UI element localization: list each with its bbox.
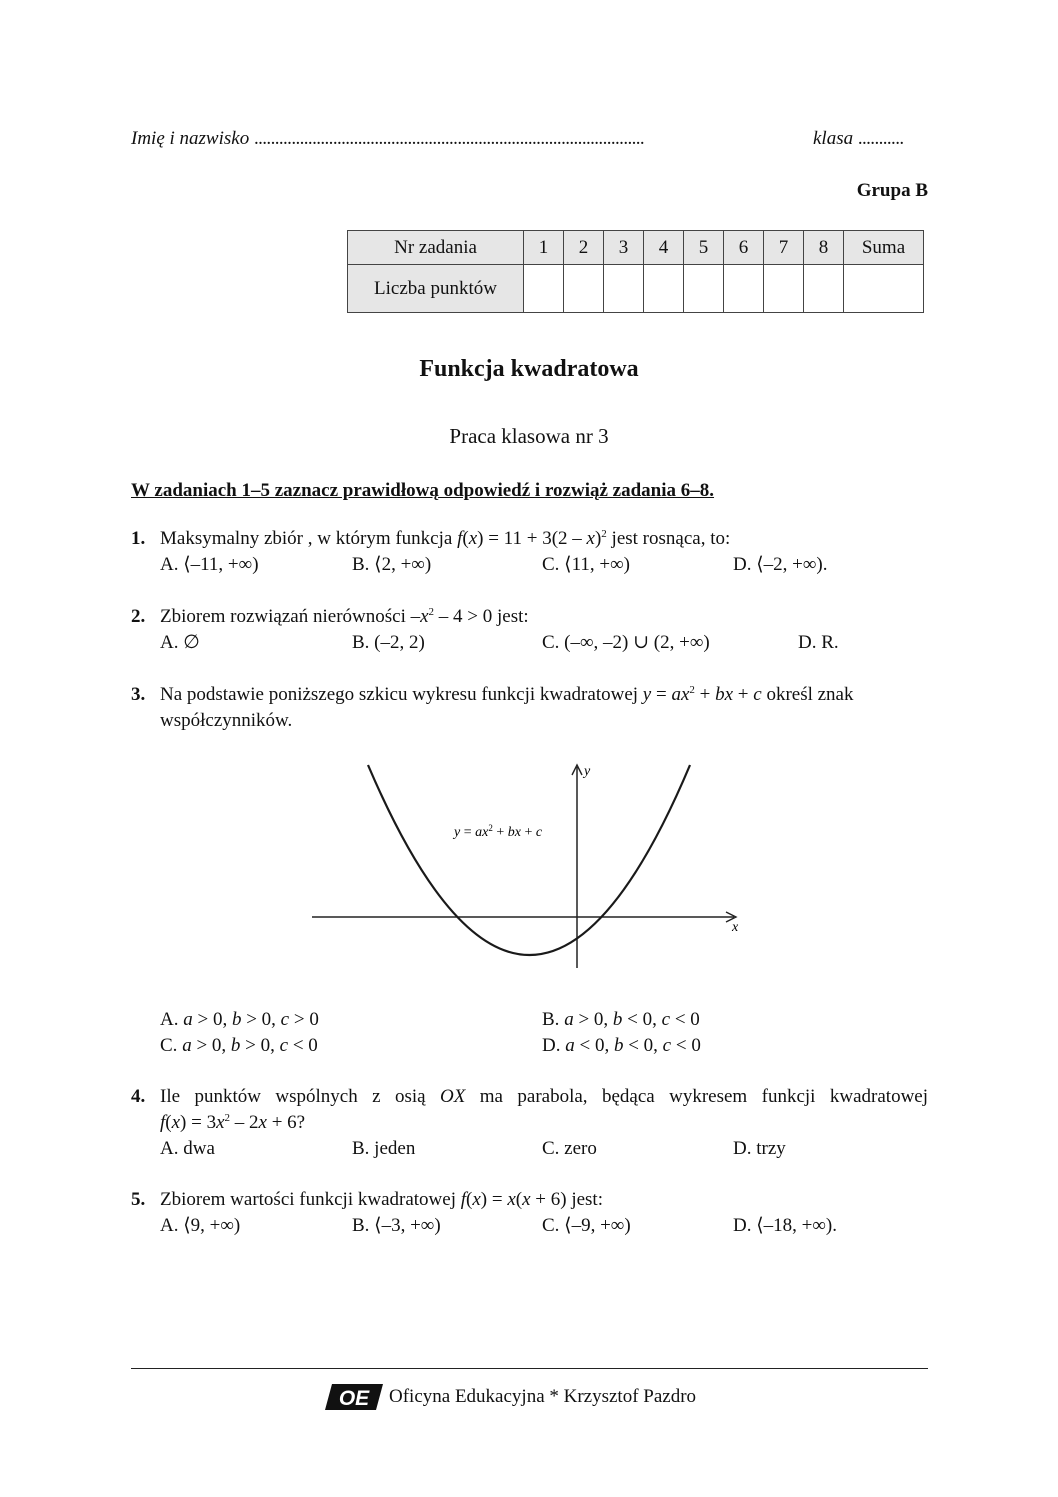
answer-option-c[interactable]: C. (–∞, –2) ∪ (2, +∞): [542, 632, 710, 653]
name-label: Imię i nazwisko: [131, 128, 250, 149]
question-number: 5.: [131, 1189, 146, 1210]
question-number: 2.: [131, 606, 146, 627]
class-field[interactable]: [813, 128, 904, 150]
task-number-cell: 4: [644, 231, 684, 265]
question-text: Ile punktów wspólnych z osią OX ma parabola, będąca wykresem funkcji kwadratowej: [160, 1086, 928, 1107]
footer-divider: [131, 1368, 928, 1369]
question-text: Zbiorem rozwiązań nierówności $-x^2 - 4 > 0$ jest:: [160, 606, 529, 627]
task-number-cell: 5: [684, 231, 724, 265]
answer-option-a[interactable]: A. ⟨–11, +∞): [160, 554, 259, 575]
task-number-cell: 6: [724, 231, 764, 265]
table-row: [348, 231, 924, 265]
points-cell[interactable]: [564, 265, 604, 313]
answer-option-d[interactable]: D. a < 0, b < 0, c < 0: [542, 1035, 701, 1056]
page-title: Funkcja kwadratowa: [419, 356, 639, 382]
question-text-line2: współczynników.: [160, 710, 293, 731]
answer-option-b[interactable]: B. a > 0, b < 0, c < 0: [542, 1009, 700, 1030]
answer-option-b[interactable]: B. ⟨2, +∞): [352, 554, 432, 575]
answer-option-d[interactable]: D. ⟨–2, +∞).: [733, 554, 828, 575]
sum-header: Suma: [844, 231, 924, 265]
answer-option-b[interactable]: B. (–2, 2): [352, 632, 425, 653]
points-header: Liczba punktów: [348, 265, 524, 313]
task-number-header: Nr zadania: [348, 231, 524, 265]
task-number-cell: 1: [524, 231, 564, 265]
page-subtitle: Praca klasowa nr 3: [449, 424, 609, 448]
question-number: 3.: [131, 684, 146, 705]
answer-option-a[interactable]: A. a > 0, b > 0, c > 0: [160, 1009, 319, 1030]
question-text-line2: $f(x) = 3x^2 - 2x + 6$?: [160, 1112, 306, 1133]
parabola-curve: [368, 765, 690, 955]
instruction: W zadaniach 1–5 zaznacz prawidłową odpowiedź i rozwiąż zadania 6–8.: [131, 480, 715, 501]
points-sum-cell[interactable]: [844, 265, 924, 313]
task-number-cell: 7: [764, 231, 804, 265]
task-number-cell: 2: [564, 231, 604, 265]
answer-option-c[interactable]: C. ⟨–9, +∞): [542, 1215, 631, 1236]
answer-option-d[interactable]: D. trzy: [733, 1138, 786, 1159]
points-cell[interactable]: [764, 265, 804, 313]
class-label: klasa: [813, 128, 854, 149]
parabola-graph: [300, 755, 760, 980]
function-label: $y = ax^2$ + bx + c: [454, 823, 543, 840]
x-axis-label: x: [732, 920, 739, 935]
question-text: Maksymalny zbiór , w którym funkcja f(x) = 11 + 3(2 – x)$^2$ jest rosnąca, to:: [160, 528, 731, 549]
name-dots: ..............................................................................................: [253, 128, 645, 149]
answer-option-d[interactable]: D. ⟨–18, +∞).: [733, 1215, 837, 1236]
group-label: Grupa B: [856, 180, 928, 201]
points-cell[interactable]: [644, 265, 684, 313]
points-cell[interactable]: [524, 265, 564, 313]
answer-option-c[interactable]: C. ⟨11, +∞): [542, 554, 630, 575]
points-cell[interactable]: [604, 265, 644, 313]
question-number: 1.: [131, 528, 146, 549]
question-text: Zbiorem wartości funkcji kwadratowej f(x) = x(x + 6) jest:: [160, 1189, 603, 1210]
answer-option-b[interactable]: B. ⟨–3, +∞): [352, 1215, 441, 1236]
answer-option-b[interactable]: B. jeden: [352, 1138, 416, 1159]
table-row: [348, 265, 924, 313]
class-dots: ...........: [857, 128, 904, 149]
publisher-name: Oficyna Edukacyjna * Krzysztof Pazdro: [389, 1386, 697, 1407]
answer-option-a[interactable]: A. ⟨9, +∞): [160, 1215, 241, 1236]
task-number-cell: 8: [804, 231, 844, 265]
answer-option-a[interactable]: A. ∅: [160, 632, 200, 653]
score-table: [347, 230, 924, 313]
points-cell[interactable]: [684, 265, 724, 313]
question-number: 4.: [131, 1086, 146, 1107]
name-field[interactable]: [131, 128, 644, 150]
logo-text: OE: [338, 1387, 370, 1410]
x-axis: [312, 912, 736, 922]
points-cell[interactable]: [804, 265, 844, 313]
task-number-cell: 3: [604, 231, 644, 265]
answer-option-a[interactable]: A. dwa: [160, 1138, 215, 1159]
publisher-logo-icon: [325, 1382, 383, 1412]
answer-option-d[interactable]: D. R.: [798, 632, 839, 653]
answer-option-c[interactable]: C. a > 0, b > 0, c < 0: [160, 1035, 318, 1056]
y-axis-label: y: [584, 764, 591, 779]
points-cell[interactable]: [724, 265, 764, 313]
answer-option-c[interactable]: C. zero: [542, 1138, 597, 1159]
question-text: Na podstawie poniższego szkicu wykresu funkcji kwadratowej $y = ax^2$ + bx + c określ znak: [160, 684, 854, 705]
